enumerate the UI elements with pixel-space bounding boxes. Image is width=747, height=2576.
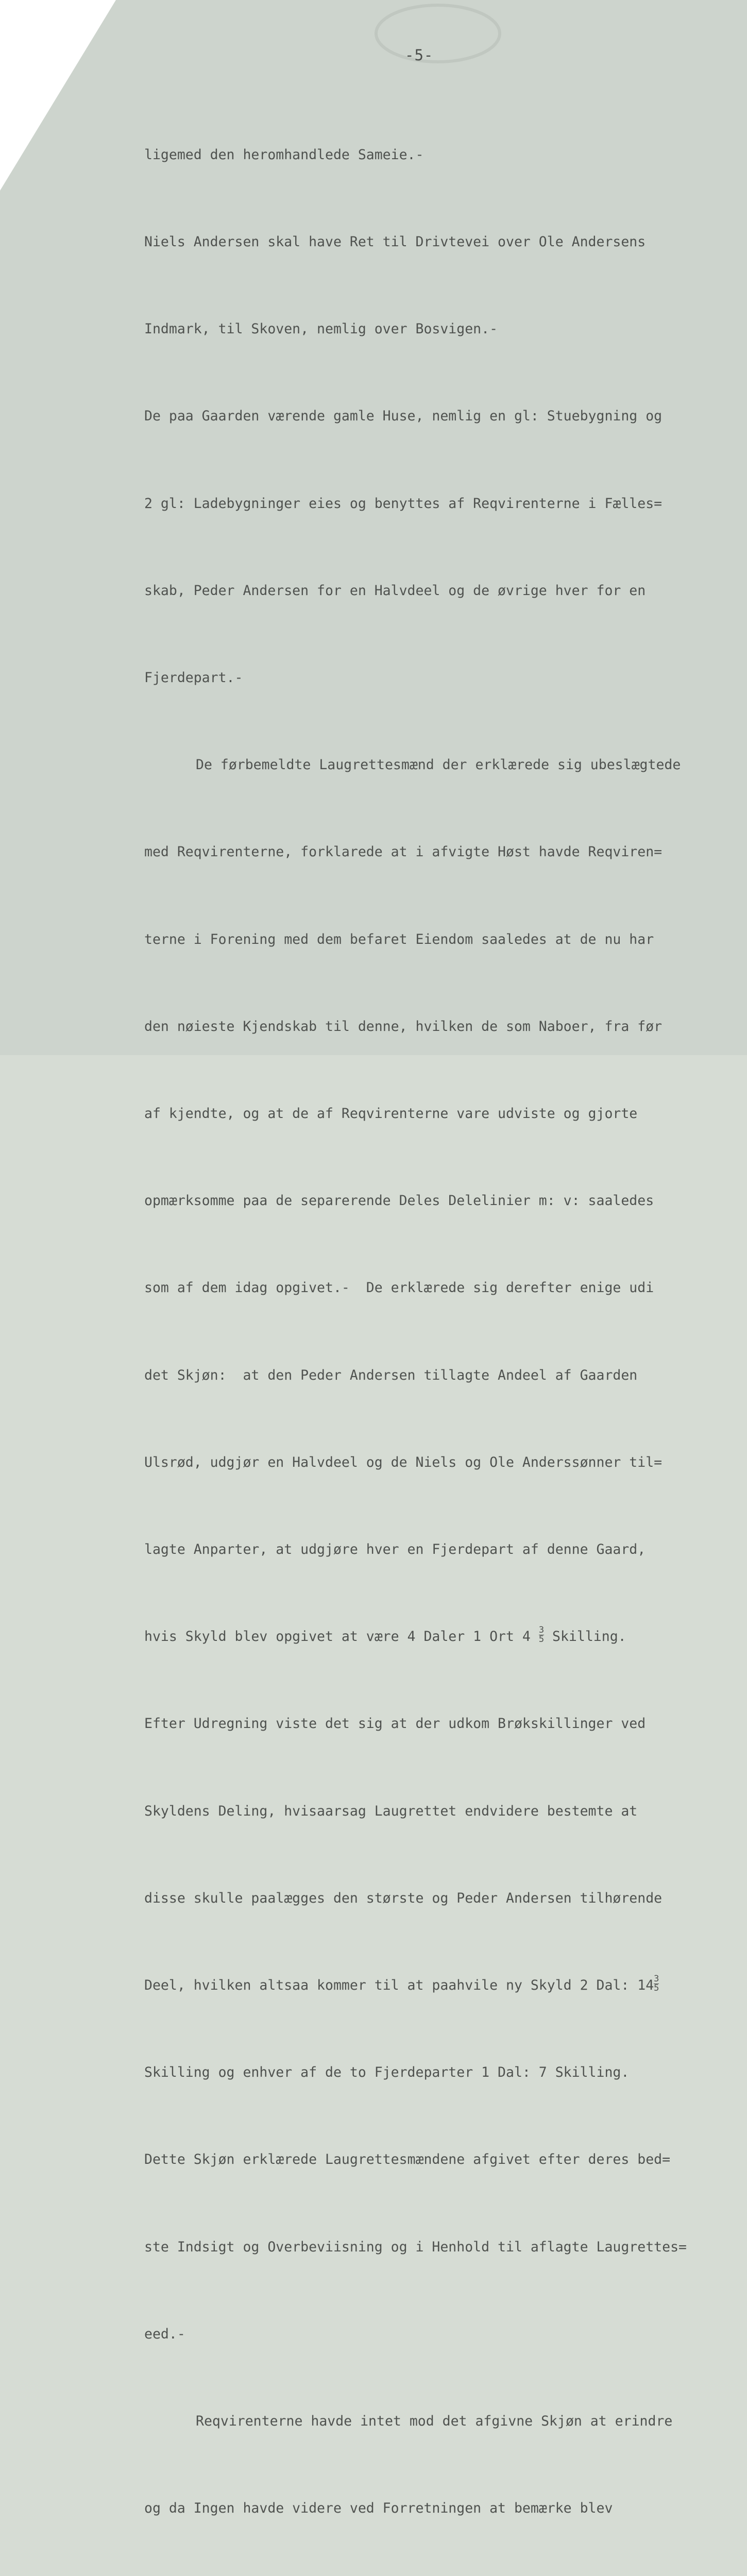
text-line: disse skulle paalægges den største og Peder Andersen tilhørende [144, 1890, 663, 1906]
text-line: eed.- [144, 2326, 185, 2342]
text-line: lagte Anparter, at udgjøre hver en Fjerdepart af denne Gaard, [144, 1541, 646, 1558]
fraction-numerator: 3 [538, 1625, 545, 1636]
text-line: af kjendte, og at de af Reqvirenterne vare udviste og gjorte [144, 1106, 638, 1122]
document-body [144, 82, 737, 2576]
text-line: Indmark, til Skoven, nemlig over Bosvigen.- [144, 321, 498, 337]
text-line: De paa Gaarden værende gamle Huse, nemlig en gl: Stuebygning og [144, 408, 663, 425]
text-line-with-fraction [144, 1971, 737, 2000]
text-line: med Reqvirenterne, forklarede at i afvigte Høst havde Reqviren= [144, 844, 663, 860]
text-segment: Skilling. [544, 1629, 626, 1645]
faint-stamp-mark [371, 0, 505, 67]
fraction-denominator: 5 [538, 1634, 545, 1645]
text-line: den nøieste Kjendskab til denne, hvilken de som Naboer, fra før [144, 1018, 663, 1035]
page-number: -5- [405, 46, 434, 64]
text-line: ste Indsigt og Overbeviisning og i Henhold til aflagte Laugrettes= [144, 2239, 687, 2255]
text-line: Ulsrød, udgjør en Halvdeel og de Niels og Ole Anderssønner til= [144, 1454, 663, 1470]
cut-page-corner [0, 0, 116, 191]
text-line: som af dem idag opgivet.- De erklærede sig derefter enige udi [144, 1280, 654, 1296]
text-line: De førbemeldte Laugrettesmænd der erklærede sig ubeslægtede [196, 757, 681, 773]
text-line: ligemed den heromhandlede Sameie.- [144, 146, 424, 163]
text-line: 2 gl: Ladebygninger eies og benyttes af Reqvirenterne i Fælles= [144, 495, 663, 512]
fraction-numerator: 3 [654, 1974, 659, 1985]
text-line-with-fraction [144, 1622, 737, 1651]
text-line: det Skjøn: at den Peder Andersen tillagte Andeel af Gaarden [144, 1367, 638, 1383]
text-segment: hvis Skyld blev opgivet at være 4 Daler 1 Ort 4 [144, 1629, 539, 1645]
text-line: Reqvirenterne havde intet mod det afgivne Skjøn at erindre [196, 2413, 673, 2430]
text-line: Dette Skjøn erklærede Laugrettesmændene afgivet efter deres bed= [144, 2151, 671, 2168]
fraction [539, 1626, 544, 1644]
text-line: opmærksomme paa de separerende Deles Delelinier m: v: saaledes [144, 1193, 654, 1209]
text-line: Niels Andersen skal have Ret til Drivtevei over Ole Andersens [144, 234, 646, 250]
text-line: Skyldens Deling, hvisaarsag Laugrettet endvidere bestemte at [144, 1803, 638, 1819]
text-line: Skilling og enhver af de to Fjerdeparter 1 Dal: 7 Skilling. [144, 2064, 630, 2081]
text-line: terne i Forening med dem befaret Eiendom saaledes at de nu har [144, 931, 654, 947]
text-line: Fjerdepart.- [144, 670, 243, 686]
text-line: og da Ingen havde videre ved Forretningen at bemærke blev [144, 2500, 613, 2517]
fraction-denominator: 5 [654, 1983, 659, 1994]
text-line: Efter Udregning viste det sig at der udkom Brøkskillinger ved [144, 1716, 646, 1732]
text-line: skab, Peder Andersen for en Halvdeel og de øvrige hver for en [144, 582, 646, 599]
fraction [654, 1975, 659, 1993]
text-segment: Deel, hvilken altsaa kommer til at paahvile ny Skyld 2 Dal: 14 [144, 1977, 654, 1994]
